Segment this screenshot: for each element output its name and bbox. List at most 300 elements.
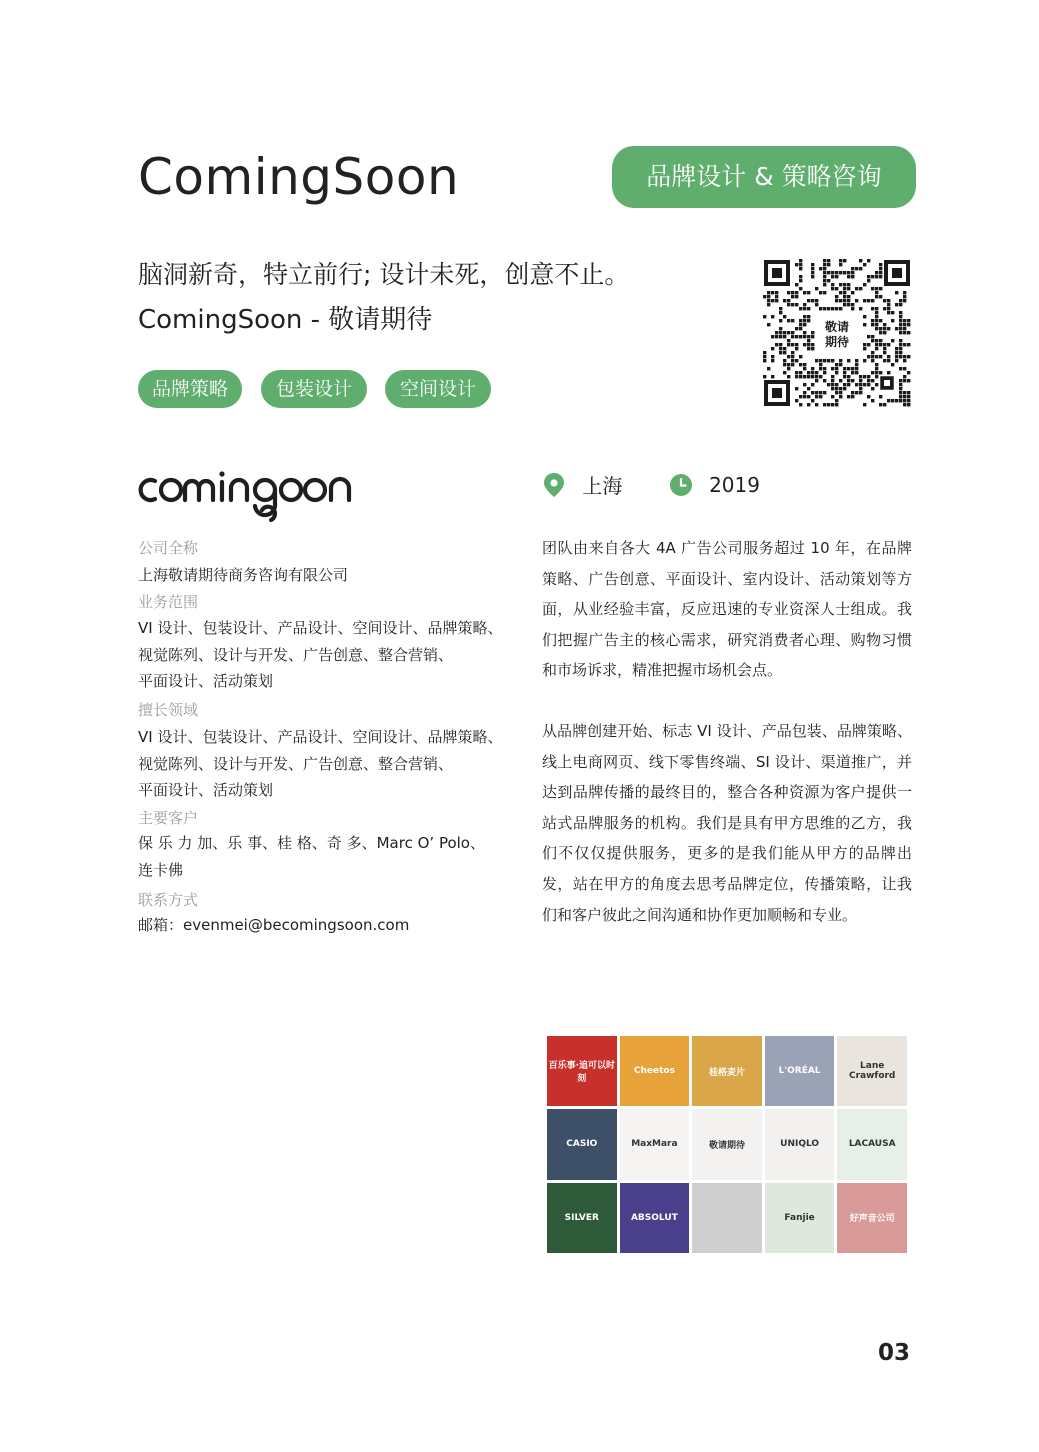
qr-module [783,359,786,362]
qr-module [771,335,774,338]
qr-module [839,299,842,302]
qr-module [811,299,814,302]
qr-module [795,335,798,338]
qr-module [839,259,842,262]
qr-module [903,379,906,382]
qr-module [823,403,826,406]
label-full-name: 公司全称 [138,539,199,557]
qr-module [895,399,898,402]
qr-module [907,403,910,406]
qr-module [771,359,774,362]
portfolio-tile [692,1109,762,1179]
portfolio-tile-label: Fanjie [784,1212,815,1223]
qr-module [807,335,810,338]
qr-module [819,267,822,270]
qr-module [859,375,862,378]
qr-module [887,343,890,346]
qr-module [779,327,782,330]
qr-module [775,291,778,294]
qr-module [815,371,818,374]
qr-module [831,359,834,362]
qr-module [899,323,902,326]
qr-module [887,371,890,374]
qr-module [879,295,882,298]
qr-module [895,303,898,306]
clock-icon [669,473,693,497]
qr-module [807,403,810,406]
qr-module [827,359,830,362]
qr-module [795,375,798,378]
qr-center-text-2: 期待 [824,335,850,349]
qr-module [891,319,894,322]
qr-module [879,319,882,322]
qr-module [871,287,874,290]
qr-module [807,315,810,318]
qr-module [883,351,886,354]
qr-module [875,271,878,274]
qr-module [823,367,826,370]
qr-module [815,395,818,398]
qr-module [795,343,798,346]
qr-module [883,327,886,330]
portfolio-tile [692,1036,762,1106]
qr-module [767,303,770,306]
qr-module [907,399,910,402]
qr-module [875,307,878,310]
qr-module [795,295,798,298]
qr-module [883,347,886,350]
qr-module [835,287,838,290]
qr-module [903,299,906,302]
qr-module [847,395,850,398]
qr-module [899,387,902,390]
portfolio-tile [620,1036,690,1106]
qr-module [799,327,802,330]
qr-module [879,355,882,358]
qr-module [807,319,810,322]
qr-module [843,367,846,370]
qr-module [863,359,866,362]
qr-module [899,383,902,386]
qr-module [831,283,834,286]
qr-module [815,287,818,290]
qr-module [887,399,890,402]
qr-module [863,343,866,346]
qr-module [767,299,770,302]
qr-module [847,287,850,290]
portfolio-tile [547,1183,617,1253]
qr-module [871,335,874,338]
qr-module [779,347,782,350]
qr-module [771,347,774,350]
qr-module [799,403,802,406]
qr-module [891,339,894,342]
qr-module [875,367,878,370]
qr-module [791,295,794,298]
qr-module [883,299,886,302]
qr-module [763,375,766,378]
meta-row [542,470,760,502]
qr-module [831,275,834,278]
qr-module [883,331,886,334]
qr-module [875,339,878,342]
qr-module [899,391,902,394]
qr-module [875,275,878,278]
qr-module [799,335,802,338]
scope-line: VI 设计、包装设计、产品设计、空间设计、品牌策略、 [138,619,503,637]
qr-module [851,395,854,398]
qr-module [803,331,806,334]
qr-module [819,291,822,294]
qr-module [875,323,878,326]
qr-module [903,291,906,294]
qr-module [811,383,814,386]
location-pin-icon [542,472,566,498]
company-logo [138,466,368,530]
qr-module [907,323,910,326]
qr-module [871,355,874,358]
qr-module [823,271,826,274]
portfolio-tile-label: UNIQLO [780,1139,820,1150]
qr-module [823,279,826,282]
portfolio-tile-label: SILVER [564,1212,599,1223]
qr-module [811,347,814,350]
qr-module [803,363,806,366]
qr-module [903,367,906,370]
qr-module [795,387,798,390]
qr-module [859,387,862,390]
qr-module [791,363,794,366]
qr-module [851,367,854,370]
label-major-clients: 主要客户 [138,809,199,827]
qr-module [783,347,786,350]
qr-module [875,291,878,294]
qr-module [847,375,850,378]
qr-module [903,355,906,358]
qr-module [803,319,806,322]
qr-module [807,307,810,310]
page-number: 03 [877,1340,910,1366]
qr-module [771,355,774,358]
qr-module [883,359,886,362]
qr-module [823,259,826,262]
qr-module [907,395,910,398]
qr-module [879,395,882,398]
qr-module [851,371,854,374]
qr-module [835,399,838,402]
qr-module [879,403,882,406]
qr-module [851,391,854,394]
qr-module [771,315,774,318]
qr-module [787,375,790,378]
qr-module [799,371,802,374]
qr-module [855,383,858,386]
qr-module [863,299,866,302]
qr-module [819,359,822,362]
qr-module [899,315,902,318]
qr-module [835,275,838,278]
clients-line: 连卡佛 [138,860,184,879]
qr-module [895,359,898,362]
qr-module [899,395,902,398]
tag-space-design: 空间设计 [385,370,491,408]
qr-module [867,395,870,398]
qr-module [811,391,814,394]
qr-module [863,383,866,386]
qr-module [835,391,838,394]
qr-module [907,371,910,374]
qr-module [775,343,778,346]
qr-module [835,371,838,374]
qr-module [903,295,906,298]
qr-module [803,291,806,294]
qr-module [795,399,798,402]
portfolio-tile-label: Cheetos [633,1066,675,1077]
qr-module [803,307,806,310]
qr-module [803,391,806,394]
portfolio-tile [692,1183,762,1253]
qr-module [787,355,790,358]
qr-module [855,299,858,302]
qr-module [871,323,874,326]
qr-module [799,319,802,322]
qr-module [763,351,766,354]
qr-module [831,271,834,274]
qr-module [859,259,862,262]
qr-module [859,267,862,270]
qr-module [855,267,858,270]
qr-module [795,291,798,294]
qr-module [903,359,906,362]
qr-module [803,315,806,318]
value-full-name: 上海敬请期待商务咨询有限公司 [138,566,349,584]
qr-module [903,323,906,326]
qr-module [819,367,822,370]
qr-module [811,343,814,346]
qr-module [827,259,830,262]
qr-module [763,359,766,362]
qr-module [839,387,842,390]
qr-module [811,367,814,370]
qr-module [807,339,810,342]
qr-module [855,363,858,366]
qr-module [811,263,814,266]
qr-module [871,319,874,322]
qr-module [839,359,842,362]
qr-module [867,379,870,382]
qr-module [831,287,834,290]
qr-module [871,299,874,302]
qr-module [799,267,802,270]
qr-module [879,287,882,290]
qr-module [899,343,902,346]
portfolio-tile-label: 好声音公司 [849,1214,895,1225]
qr-module [807,343,810,346]
qr-module [851,275,854,278]
qr-module [791,319,794,322]
qr-module [815,391,818,394]
label-contact: 联系方式 [138,891,199,909]
portfolio-tile [837,1183,907,1253]
portfolio-tile [765,1183,835,1253]
qr-module [823,371,826,374]
qr-module [823,359,826,362]
qr-module [843,259,846,262]
qr-module [899,319,902,322]
qr-module [839,263,842,266]
qr-module [899,327,902,330]
qr-module [875,311,878,314]
qr-module [795,263,798,266]
qr-module [791,355,794,358]
qr-module [843,383,846,386]
qr-module [879,371,882,374]
qr-module [851,271,854,274]
qr-module [823,267,826,270]
qr-module [819,395,822,398]
qr-module [783,335,786,338]
qr-module [783,299,786,302]
portfolio-tile [837,1036,907,1106]
qr-module [855,391,858,394]
qr-module [871,379,874,382]
qr-module [787,367,790,370]
qr-module [799,375,802,378]
qr-module [827,279,830,282]
qr-module [891,363,894,366]
qr-module [807,347,810,350]
qr-module [899,379,902,382]
qr-module [907,319,910,322]
qr-module [867,343,870,346]
qr-module [895,355,898,358]
qr-module [875,315,878,318]
qr-module [795,327,798,330]
portfolio-tile-label: LACAUSA [848,1139,896,1150]
qr-module [903,375,906,378]
qr-module [823,391,826,394]
qr-module [867,355,870,358]
description-paragraph-2: 从品牌创建开始、标志 VI 设计、产品包装、品牌策略、线上电商网页、线下零售终端、SI 设计、渠道推广，并达到品牌传播的最终目的，整合各种资源为客户提供一站式品牌服务的机构。我们是具有甲方思维的乙方，我们不仅仅提供服务，更多的是我们能从甲方的品牌出发，站在甲方的角度去思考品牌定位，传播策略，让我们和客户彼此之间沟通和协作更加顺畅和专业。 [542,722,912,924]
qr-module [783,371,786,374]
qr-module [887,327,890,330]
qr-module [867,335,870,338]
qr-module [811,375,814,378]
expertise-line: 平面设计、活动策划 [138,781,274,799]
qr-module [823,379,826,382]
qr-module [867,383,870,386]
portfolio-tile-label: L'ORÉAL [778,1066,821,1077]
qr-module [907,331,910,334]
qr-module [851,307,854,310]
qr-module [835,387,838,390]
qr-module [871,359,874,362]
qr-module [763,295,766,298]
qr-module [787,299,790,302]
qr-module [895,347,898,350]
qr-module [787,291,790,294]
qr-module [883,307,886,310]
qr-module [767,295,770,298]
qr-module [867,375,870,378]
qr-module [791,291,794,294]
qr-module [835,271,838,274]
qr-module [903,319,906,322]
meta-city: 上海 [582,474,623,498]
qr-module [811,275,814,278]
qr-module [779,351,782,354]
qr-module [871,371,874,374]
qr-module [863,263,866,266]
label-expertise: 擅长领域 [138,701,199,719]
qr-module [879,331,882,334]
qr-module [907,343,910,346]
value-contact-email[interactable]: 邮箱：evenmei@becomingsoon.com [138,916,410,934]
qr-module [807,387,810,390]
qr-module [875,355,878,358]
qr-module [831,395,834,398]
qr-module [831,367,834,370]
qr-module [835,363,838,366]
qr-module [823,275,826,278]
qr-module [839,307,842,310]
qr-module [907,355,910,358]
qr-module [827,263,830,266]
qr-module [883,323,886,326]
qr-module [803,303,806,306]
qr-module [807,291,810,294]
qr-module [843,371,846,374]
scope-line: 平面设计、活动策划 [138,672,274,690]
qr-module [799,323,802,326]
portfolio-tile [765,1109,835,1179]
qr-module [799,259,802,262]
qr-module [867,259,870,262]
qr-module [787,331,790,334]
qr-module [823,291,826,294]
qr-module [863,315,866,318]
qr-module [803,343,806,346]
qr-module [815,299,818,302]
qr-module [771,375,774,378]
qr-module [851,303,854,306]
qr-module [795,347,798,350]
qr-module [867,279,870,282]
qr-module [879,327,882,330]
qr-module [847,299,850,302]
qr-module [887,307,890,310]
qr-module [847,379,850,382]
qr-module [767,367,770,370]
qr-module [791,335,794,338]
qr-module [795,303,798,306]
portfolio-tile-label: 敬请期待 [708,1140,745,1151]
qr-module [875,327,878,330]
qr-module [807,299,810,302]
portfolio-tile [765,1036,835,1106]
qr-module [795,283,798,286]
qr-module [895,327,898,330]
qr-module [867,299,870,302]
qr-module [899,299,902,302]
qr-module [819,363,822,366]
qr-module [779,311,782,314]
qr-module [851,379,854,382]
qr-module [771,299,774,302]
qr-module [899,355,902,358]
qr-module [895,291,898,294]
qr-module [899,331,902,334]
